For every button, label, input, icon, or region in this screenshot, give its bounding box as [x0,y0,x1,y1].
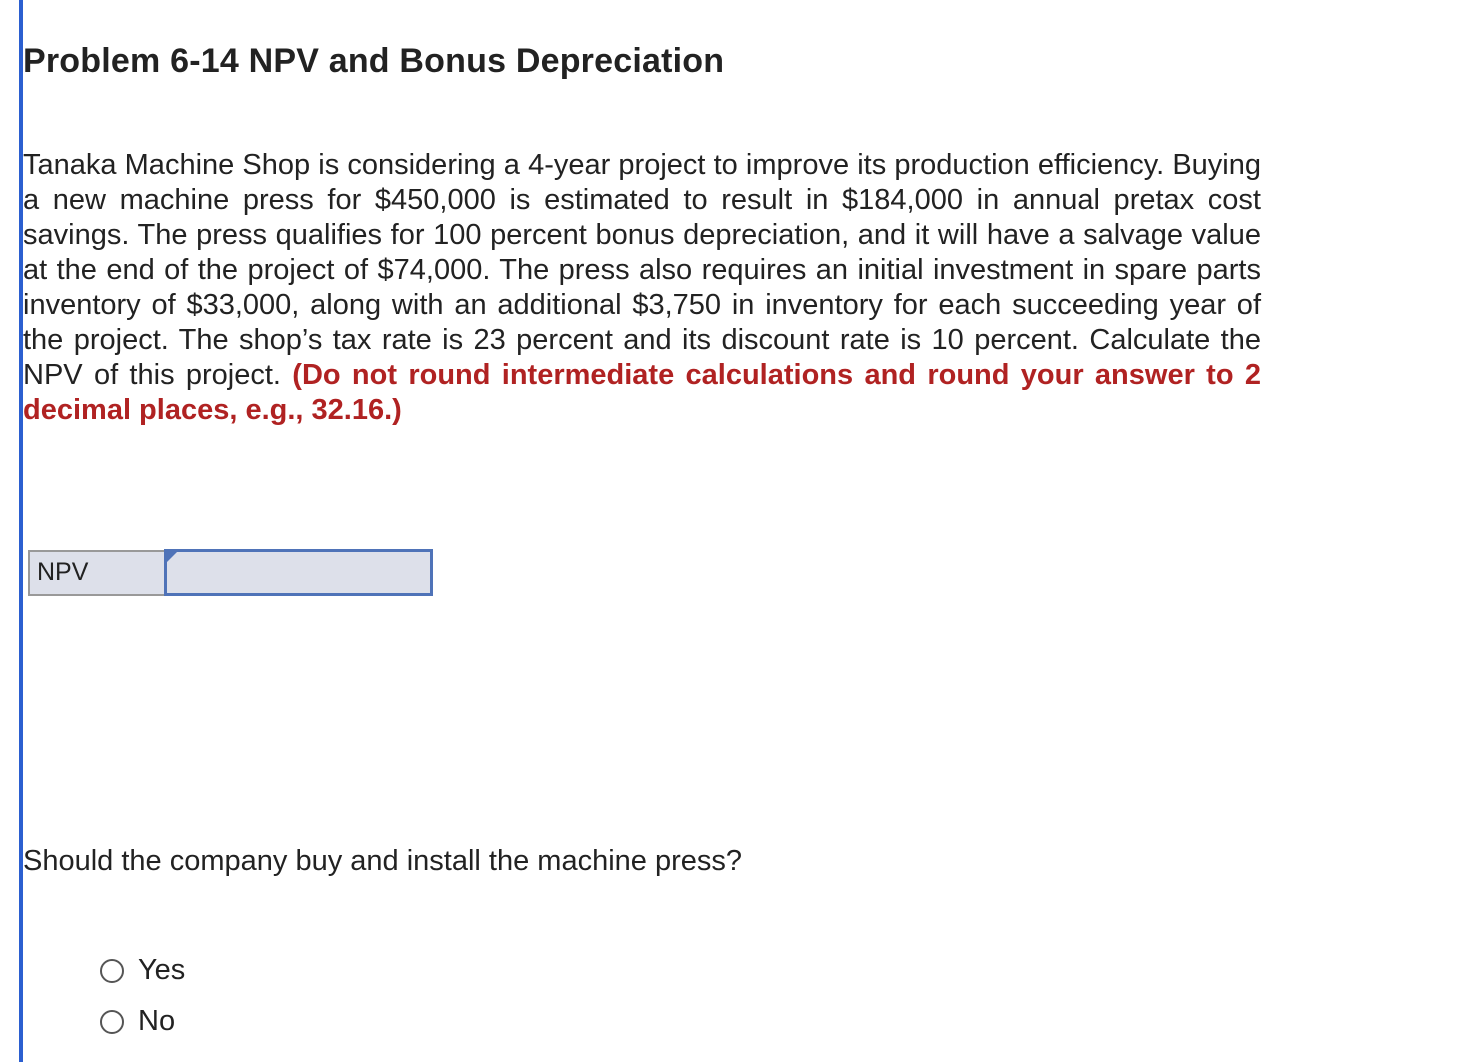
npv-answer-table [28,549,433,596]
radio-yes[interactable] [100,959,124,983]
npv-label: NPV [29,551,165,595]
problem-title: Problem 6-14 NPV and Bonus Depreciation [23,42,725,80]
rounding-instruction: (Do not round intermediate calculations and round your answer to 2 decimal places, e.g., 32.16.) [23,359,1261,426]
option-no[interactable] [100,996,185,1047]
option-yes-label: Yes [138,954,186,986]
option-yes[interactable] [100,945,185,996]
question-text: Should the company buy and install the machine press? [23,845,742,877]
problem-statement [23,148,1261,428]
npv-input[interactable] [167,552,430,593]
problem-text: Tanaka Machine Shop is considering a 4-year project to improve its production efficiency. Buying a new machine press for $450,000 is estimated to result in $184,000 in annual pretax cost savings. The press qualifies for 100 percent bonus depreciation, and it will have a salvage value at the end of the project of $74,000. The press also requires an initial investment in spare parts inventory of $33,000, along with an additional $3,750 in inventory for each succeeding year of the project. The shop’s tax rate is 23 percent and its discount rate is 10 percent. Calculate the NPV of this project. [23,149,1261,391]
npv-input-cell[interactable] [165,551,431,595]
radio-no[interactable] [100,1010,124,1034]
answer-options [100,945,185,1047]
cell-corner-marker-icon [167,552,177,562]
npv-row [29,551,431,595]
option-no-label: No [138,1005,176,1037]
